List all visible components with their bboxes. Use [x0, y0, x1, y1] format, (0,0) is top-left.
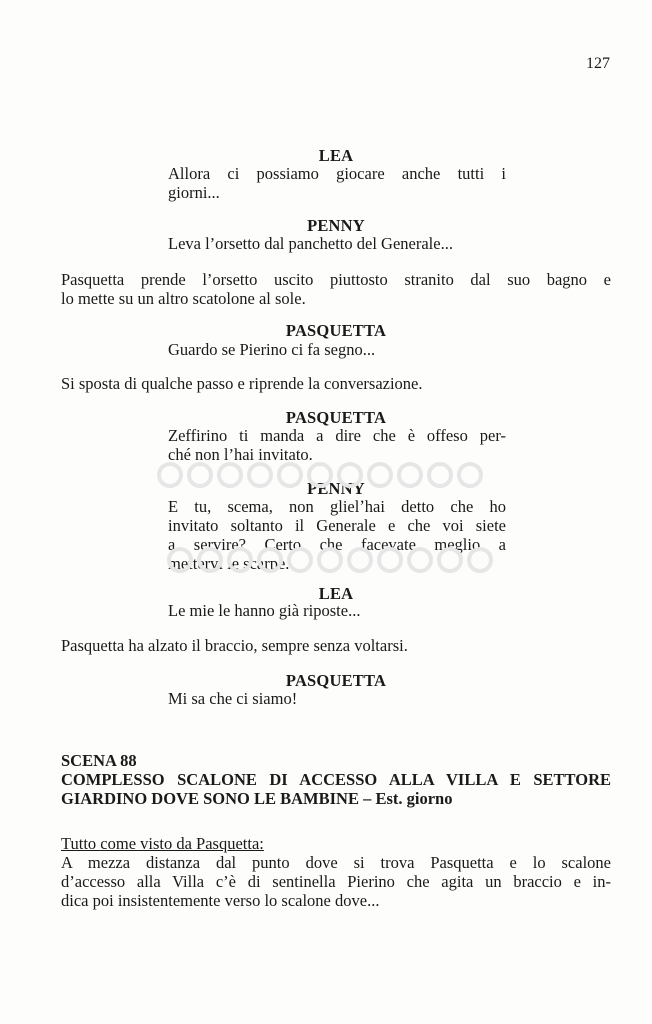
- character-name-penny: PENNY: [307, 479, 365, 498]
- dialogue-line: Allora ci possiamo giocare anche tutti i: [168, 164, 506, 183]
- action-line: Pasquetta ha alzato il braccio, sempre senza voltarsi.: [61, 636, 408, 655]
- action-paragraph: [61, 636, 611, 655]
- action-line: lo mette su un altro scatolone al sole.: [61, 289, 306, 308]
- action-line: d’accesso alla Villa c’è di sentinella Pierino che agita un braccio e in-: [61, 872, 611, 891]
- scene-heading-line: GIARDINO DOVE SONO LE BAMBINE – Est. giorno: [61, 789, 453, 808]
- page-number: 127: [586, 55, 610, 72]
- dialogue-line: ché non l’hai invitato.: [168, 445, 313, 464]
- dialogue-line: a servire? Certo che facevate meglio a: [168, 535, 506, 554]
- action-line: dica poi insistentemente verso lo scalone dove...: [61, 891, 380, 910]
- action-intro-underlined: Tutto come visto da Pasquetta:: [61, 834, 264, 853]
- dialogue-penny: [168, 497, 506, 573]
- dialogue-line: Zeffirino ti manda a dire che è offeso per-: [168, 426, 506, 445]
- action-paragraph: [61, 270, 611, 308]
- dialogue-line: Leva l’orsetto dal panchetto del Generale...: [168, 234, 453, 253]
- dialogue-line: Guardo se Pierino ci fa segno...: [168, 340, 376, 359]
- scene-heading-line: COMPLESSO SCALONE DI ACCESSO ALLA VILLA E SETTORE: [61, 770, 611, 789]
- dialogue-line: mettervi le scarpe.: [168, 554, 290, 573]
- dialogue-pasquetta: [168, 340, 506, 359]
- action-paragraph: [61, 834, 611, 910]
- dialogue-penny: [168, 234, 506, 253]
- character-name-lea: LEA: [318, 584, 354, 603]
- dialogue-pasquetta: [168, 689, 506, 708]
- character-name-lea: LEA: [318, 146, 354, 165]
- dialogue-line: Mi sa che ci siamo!: [168, 689, 298, 708]
- action-line: Si sposta di qualche passo e riprende la conversazione.: [61, 374, 423, 393]
- action-line: Pasquetta prende l’orsetto uscito piuttosto stranito dal suo bagno e: [61, 270, 611, 289]
- scene-number: SCENA 88: [61, 751, 137, 770]
- character-name-pasquetta: PASQUETTA: [285, 321, 387, 340]
- character-name-pasquetta: PASQUETTA: [285, 671, 387, 690]
- character-name-pasquetta: PASQUETTA: [285, 408, 387, 427]
- dialogue-pasquetta: [168, 426, 506, 464]
- dialogue-line: Le mie le hanno già riposte...: [168, 601, 361, 620]
- dialogue-line: E tu, scema, non glielʼhai detto che ho: [168, 497, 506, 516]
- action-paragraph: [61, 374, 611, 393]
- action-line: A mezza distanza dal punto dove si trova Pasquetta e lo scalone: [61, 853, 611, 872]
- dialogue-line: giorni...: [168, 183, 220, 202]
- scene-heading: [61, 751, 611, 808]
- dialogue-lea: [168, 601, 506, 620]
- character-name-penny: PENNY: [307, 216, 365, 235]
- dialogue-lea: [168, 164, 506, 202]
- dialogue-line: invitato soltanto il Generale e che voi siete: [168, 516, 506, 535]
